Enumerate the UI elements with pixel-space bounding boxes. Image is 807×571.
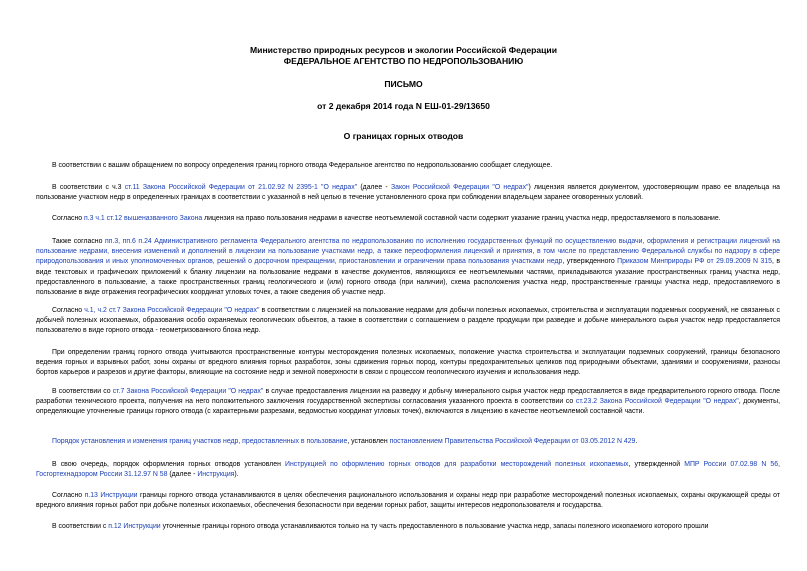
- paragraph-text: границы горного отвода устанавливаются в целях обеспечения рационального использования и охраны недр при разработке месторождений полезных ископаемых, охраны окружающей среды от вредного влияния горных работ при добыче полезных ископаемых, обеспечения безопасности при ведении горных работ, защиты интересов недропользователя и государства.: [36, 492, 780, 510]
- paragraph-text: Согласно: [52, 492, 85, 499]
- document-link[interactable]: п.3 ч.1 ст.12 вышеназванного Закона: [84, 215, 203, 222]
- document-title: О границах горных отводов: [343, 131, 464, 141]
- paragraph-text: Также согласно: [52, 238, 105, 245]
- paragraph-text: При определении границ горного отвода учитываются пространственные контуры месторождения полезных ископаемых, положение участка строительства и эксплуатации подземных сооружений, границы безопасного ведения горных и взрывных работ, зоны охраны от вредного влияния горных разработок, зоны сдвижения горных пород, контуры предохранительных целиков под природными объектами, зданиями и сооружениями, разносы бортов карьеров и разрезов и другие факторы, влияющие на состояние недр и земной поверхности в связи с процессом геологического изучения и использования недр.: [36, 349, 780, 377]
- paragraph-text: В соответствии со: [52, 388, 113, 395]
- date-number: от 2 декабря 2014 года N ЕШ-01-29/13650: [317, 101, 490, 111]
- document-link[interactable]: ст.7 Закона Российской Федерации "О недрах": [112, 388, 264, 395]
- document-link[interactable]: Инструкцией по оформлению горных отводов для разработки месторождений полезных ископаемых: [285, 461, 629, 468]
- document-link[interactable]: постановлением Правительства Российской Федерации от 03.05.2012 N 429: [389, 438, 636, 445]
- paragraph-text: (далее -: [357, 184, 391, 191]
- paragraph: [36, 183, 780, 203]
- paragraph: [36, 522, 780, 532]
- paragraph-text: Согласно: [52, 307, 85, 314]
- document-link[interactable]: Закон Российской Федерации "О недрах": [390, 184, 529, 191]
- document-link[interactable]: ст.11 Закона Российской Федерации от 21.02.92 N 2395-1 "О недрах": [124, 184, 358, 191]
- paragraph: [36, 387, 780, 418]
- agency-line: ФЕДЕРАЛЬНОЕ АГЕНТСТВО ПО НЕДРОПОЛЬЗОВАНИЮ: [283, 56, 524, 66]
- document-link[interactable]: Инструкция: [197, 471, 235, 479]
- paragraph-text: в соответствии с лицензией на пользование недрами для добычи полезных ископаемых, строительства и эксплуатации подземных сооружений, не связанных с добычей полезных ископаемых, образования особо охраняемых геологических объектов, а также в соответствии с соглашением о разделе продукции при разведке и добыче минерального сырья участок недр предоставляется пользователю в виде горного отвода - геометризованного блока недр.: [36, 307, 781, 335]
- paragraph: [36, 460, 780, 480]
- paragraph-text: В соответствии с: [52, 523, 109, 530]
- paragraph-text: .: [635, 438, 638, 445]
- paragraph-text: , утвержденной: [628, 461, 685, 468]
- paragraph: [36, 348, 780, 379]
- doc-type: ПИСЬМО: [384, 79, 423, 89]
- paragraph-text: , в виде текстовых и графических приложений к бланку лицензии на пользование недрами в качестве документов, являющихся ее неотъемлемыми частями, прикладываются указание пространственных границ участка недр, предоставленного в пользование, а также пространственных границ геологического и (или) горного отвода (при наличии), схема расположения участка недр, пространственные границы участка недр, предоставляемого в пользование в виде отражения географических координат угловых точек, а также сведения об участке недр.: [36, 258, 780, 297]
- ministry-line: Министерство природных ресурсов и экологии Российской Федерации: [250, 45, 557, 55]
- paragraph-text: , документы, определяющие уточненные границы горного отвода (с характерными разрезами, ведомостью координат угловых точек), включаются в лицензию в качестве неотъемлемой составной части.: [36, 398, 780, 416]
- document-link[interactable]: ч.1, ч.2 ст.7 Закона Российской Федерации "О недрах": [84, 307, 260, 314]
- paragraph-text: (далее -: [167, 471, 198, 479]
- paragraph-text: в случае предоставления лицензии на разведку и добычу минерального сырья участок недр предоставляется в виде предварительного горного отвода. После разработки технического проекта, получения на него положительного заключения государственной экспертизы согласования указанного проекта в соответствии со: [36, 388, 780, 406]
- paragraph-text: В соответствии с вашим обращением по вопросу определения границ горного отвода Федеральное агентство по недропользованию сообщает следующее.: [52, 162, 553, 169]
- paragraph: [36, 306, 780, 337]
- document-link[interactable]: пп.3, пп.6 п.24 Административного регламента Федерального агентства по недропользованию по исполнению государственных функций по осуществлению выдачи, оформления и регистрации лицензий на пользование недрами, внесения изменений и дополнений в лицензии на пользование участками недр, а также переоформления лицензий и принятия, в том числе по представлению Федеральной службы по надзору в сфере природопользования и иных уполномоченных органов, решений о досрочном прекращении, приостановлении и ограничении права пользования участками недр: [36, 238, 780, 266]
- document-link[interactable]: ст.23.2 Закона Российской Федерации "О недрах": [575, 398, 739, 406]
- paragraph-text: В свою очередь, порядок оформления горных отводов установлен: [52, 461, 285, 468]
- paragraph: [36, 237, 780, 298]
- paragraph-text: В соответствии с ч.3: [52, 184, 125, 191]
- document-link[interactable]: Порядок установления и изменения границ участков недр, предоставленных в пользование: [52, 438, 348, 445]
- paragraph-text: ).: [234, 471, 239, 479]
- paragraph-text: , установлен: [347, 438, 390, 445]
- document-link[interactable]: п.12 Инструкции: [108, 523, 161, 530]
- document-link[interactable]: МПР России 07.02.98 N 56, Госгортехнадзором России 31.12.97 N 58: [36, 461, 780, 479]
- paragraph: [36, 437, 780, 447]
- paragraph: [36, 214, 780, 224]
- paragraph: [36, 491, 780, 511]
- paragraph-text: уточненные границы горного отвода устанавливаются только на ту часть предоставленного в пользование участка недр, запасы полезного ископаемого которого прошли: [160, 523, 709, 530]
- paragraph-text: , утвержденного: [562, 258, 618, 266]
- paragraph-text: Согласно: [52, 215, 85, 222]
- document-link[interactable]: Приказом Минприроды РФ от 29.09.2009 N 315: [617, 258, 772, 266]
- paragraph-text: ) лицензия является документом, удостоверяющим право ее владельца на пользование участком недр в определенных границах в соответствии с указанной в ней целью в течение установленного срока при соблюдении владельцем заранее оговоренных условий.: [36, 184, 781, 202]
- paragraph-text: лицензия на право пользования недрами в качестве неотъемлемой составной части содержит указание границ участка недр, предоставляемого в пользование.: [202, 215, 721, 222]
- document-link[interactable]: п.13 Инструкции: [84, 492, 138, 499]
- paragraph: [36, 161, 780, 171]
